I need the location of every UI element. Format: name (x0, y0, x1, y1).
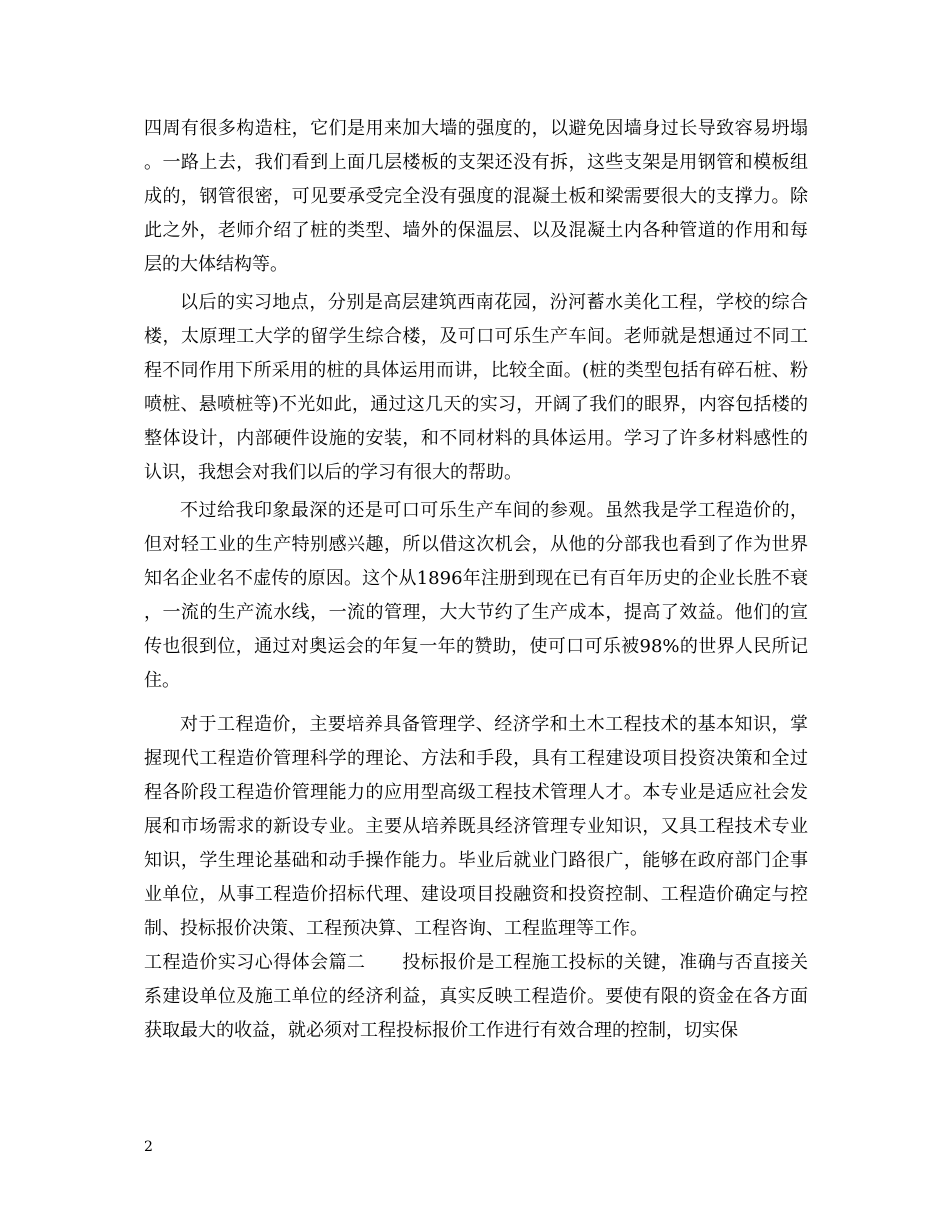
paragraph-1: 四周有很多构造柱，它们是用来加大墙的强度的，以避免因墙身过长导致容易坍塌。一路上去，我们看到上面几层楼板的支架还没有拆，这些支架是用钢管和模板组成的，钢管很密，可见要承受完全没有强度的混凝土板和梁需要很大的支撑力。除此之外，老师介绍了桩的类型、墙外的保温层、以及混凝土内各种管道的作用和每层的大体结构等。 (144, 118, 808, 275)
paragraph-4: 对于工程造价，主要培养具备管理学、经济学和土木工程技术的基本知识，掌握现代工程造价管理科学的理论、方法和手段，具有工程建设项目投资决策和全过程各阶段工程造价管理能力的应用型高级工程技术管理人才。本专业是适应社会发展和市场需求的新设专业。主要从培养既具经济管理专业知识，又具工程技术专业知识，学生理论基础和动手操作能力。毕业后就业门路很广，能够在政府部门企事业单位，从事工程造价招标代理、建设项目投融资和投资控制、工程造价确定与控制、投标报价决策、工程预决算、工程咨询、工程监理等工作。 (144, 714, 808, 939)
paragraph-5: 工程造价实习心得体会篇二 投标报价是工程施工投标的关键，准确与否直接关系建设单位及施工单位的经济利益，真实反映工程造价。要使有限的资金在各方面获取最大的收益，就必须对工程投标报价工作进行有效合理的控制，切实保 (144, 952, 808, 1041)
paragraph-2: 以后的实习地点，分别是高层建筑西南花园，汾河蓄水美化工程，学校的综合楼，太原理工大学的留学生综合楼，及可口可乐生产车间。老师就是想通过不同工程不同作用下所采用的桩的具体运用而讲，比较全面。(桩的类型包括有碎石桩、粉喷桩、悬喷桩等)不光如此，通过这几天的实习，开阔了我们的眼界，内容包括楼的整体设计，内部硬件设施的安装，和不同材料的具体运用。学习了许多材料感性的认识，我想会对我们以后的学习有很大的帮助。 (144, 292, 808, 483)
document-body (144, 112, 808, 1048)
page-number: 2 (144, 1139, 153, 1155)
paragraph-3: 不过给我印象最深的还是可口可乐生产车间的参观。虽然我是学工程造价的，但对轻工业的生产特别感兴趣，所以借这次机会，从他的分部我也看到了作为世界知名企业名不虚传的原因。这个从1896年注册到现在已有百年历史的企业长胜不衰，一流的生产流水线，一流的管理，大大节约了生产成本，提高了效益。他们的宣传也很到位，通过对奥运会的年复一年的赞助，使可口可乐被98%的世界人民所记住。 (144, 500, 808, 691)
